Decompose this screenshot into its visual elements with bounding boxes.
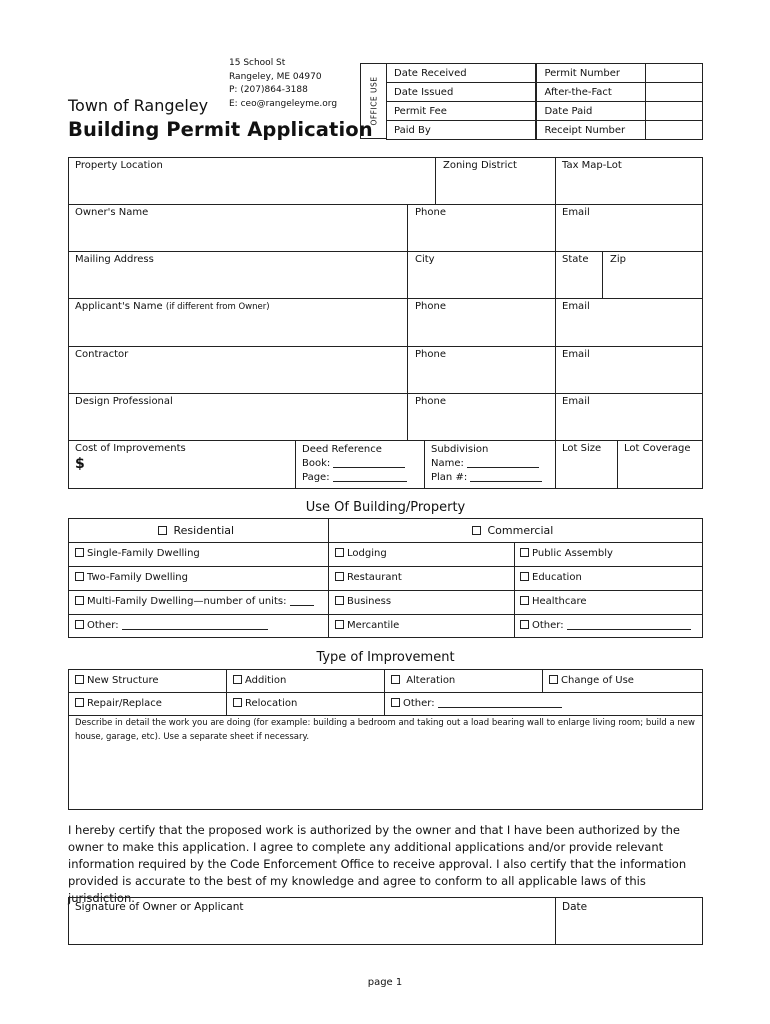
commercial-other-checkbox[interactable] [520, 620, 691, 631]
lodging-checkbox[interactable] [335, 548, 387, 559]
office-receipt-number-value[interactable] [645, 121, 702, 140]
mailing-address-field[interactable]: Mailing Address [75, 254, 154, 265]
table-row [387, 102, 703, 121]
subdivision-field[interactable] [431, 443, 542, 485]
applicant-email-field[interactable]: Email [562, 301, 590, 312]
cost-of-improvements-field[interactable]: Cost of Improvements [75, 443, 186, 454]
mercantile-checkbox[interactable] [335, 620, 399, 631]
contact-email: E: ceo@rangeleyme.org [229, 98, 338, 109]
office-after-the-fact[interactable]: After-the-Fact [537, 83, 645, 102]
table-row [387, 83, 703, 102]
two-family-checkbox[interactable] [75, 572, 188, 583]
contractor-phone-field[interactable]: Phone [415, 349, 446, 360]
single-family-label: Single-Family Dwelling [87, 548, 200, 559]
designer-email-field[interactable]: Email [562, 396, 590, 407]
two-family-label: Two-Family Dwelling [87, 572, 188, 583]
page-label: Page: [302, 472, 330, 483]
new-structure-label: New Structure [87, 675, 159, 686]
checkbox-icon [520, 596, 529, 605]
residential-other-label: Other: [87, 620, 119, 631]
table-row [387, 64, 703, 83]
business-checkbox[interactable] [335, 596, 391, 607]
tax-map-lot-field[interactable]: Tax Map-Lot [562, 160, 622, 171]
healthcare-checkbox[interactable] [520, 596, 587, 607]
zoning-district-field[interactable]: Zoning District [443, 160, 517, 171]
education-checkbox[interactable] [520, 572, 582, 583]
education-label: Education [532, 572, 582, 583]
checkbox-icon [233, 675, 242, 684]
contractor-field[interactable]: Contractor [75, 349, 129, 360]
checkbox-icon [75, 596, 84, 605]
relocation-checkbox[interactable] [233, 698, 297, 709]
units-input[interactable] [290, 597, 314, 606]
office-use-text: OFFICE USE [369, 76, 378, 126]
office-date-issued[interactable]: Date Issued [387, 83, 536, 102]
office-permit-number[interactable]: Permit Number [537, 64, 645, 83]
checkbox-icon [158, 526, 167, 535]
city-field[interactable]: City [415, 254, 435, 265]
checkbox-icon [391, 698, 400, 707]
commercial-label: Commercial [487, 524, 554, 537]
applicants-name-field[interactable] [75, 301, 270, 312]
commercial-other-label: Other: [532, 620, 564, 631]
repair-replace-label: Repair/Replace [87, 698, 162, 709]
new-structure-checkbox[interactable] [75, 675, 159, 686]
office-after-the-fact-value[interactable] [645, 83, 702, 102]
healthcare-label: Healthcare [532, 596, 587, 607]
checkbox-icon [75, 698, 84, 707]
multi-family-checkbox[interactable] [75, 596, 314, 607]
improvement-other-checkbox[interactable] [391, 698, 562, 709]
checkbox-icon [75, 548, 84, 557]
multi-family-label: Multi-Family Dwelling—number of units: [87, 596, 287, 607]
checkbox-icon [549, 675, 558, 684]
checkbox-icon [75, 675, 84, 684]
contractor-email-field[interactable]: Email [562, 349, 590, 360]
restaurant-label: Restaurant [347, 572, 402, 583]
certification-text: I hereby certify that the proposed work is authorized by the owner and that I have been authorized by the owner to make this application. I agree to complete any additional applications and/or provide relevant information required by the Code Enforcement Office to receive approval. I also certify that the information provided is accurate to the best of my knowledge and agree to conform to all applicable laws of this jurisdiction. [68, 823, 687, 905]
property-location-field[interactable]: Property Location [75, 160, 163, 171]
checkbox-icon [233, 698, 242, 707]
office-permit-fee[interactable]: Permit Fee [387, 102, 536, 121]
alteration-label: Alteration [406, 675, 456, 686]
addition-checkbox[interactable] [233, 675, 286, 686]
applicants-name-label: Applicant's Name [75, 301, 163, 312]
lodging-label: Lodging [347, 548, 387, 559]
applicants-name-note: (if different from Owner) [165, 302, 270, 312]
applicant-phone-field[interactable]: Phone [415, 301, 446, 312]
address-line1: 15 School St [229, 58, 286, 68]
improvement-other-label: Other: [403, 698, 435, 709]
plan-label: Plan #: [431, 472, 468, 483]
restaurant-checkbox[interactable] [335, 572, 402, 583]
office-use-table [386, 63, 703, 140]
checkbox-icon [472, 526, 481, 535]
business-label: Business [347, 596, 392, 607]
checkbox-icon [335, 572, 344, 581]
commercial-other-input[interactable] [567, 621, 691, 630]
page-title: Building Permit Application [68, 118, 373, 141]
name-label: Name: [431, 458, 464, 469]
work-description-field[interactable]: Describe in detail the work you are doing (for example: building a bedroom and taking out a load bearing wall to enlarge living room; build a new house, garage, etc). Use a separate sheet if necessary. [75, 718, 695, 742]
owner-phone-field[interactable]: Phone [415, 207, 446, 218]
change-of-use-checkbox[interactable] [549, 675, 634, 686]
addition-label: Addition [245, 675, 287, 686]
checkbox-icon [520, 620, 529, 629]
signature-field[interactable]: Signature of Owner or Applicant [75, 901, 244, 913]
page-number: page 1 [367, 977, 403, 988]
zip-field[interactable]: Zip [610, 254, 626, 265]
table-row [387, 121, 703, 140]
contact-phone: P: (207)864-3188 [229, 85, 308, 95]
checkbox-icon [391, 675, 400, 684]
checkbox-icon [520, 548, 529, 557]
office-paid-by[interactable]: Paid By [387, 121, 536, 140]
checkbox-icon [335, 596, 344, 605]
subdivision-name-input[interactable] [467, 459, 539, 468]
checkbox-icon [335, 548, 344, 557]
lot-coverage-field[interactable]: Lot Coverage [624, 443, 691, 454]
owner-email-field[interactable]: Email [562, 207, 590, 218]
checkbox-icon [75, 572, 84, 581]
alteration-checkbox[interactable] [391, 675, 455, 686]
deed-reference-field[interactable] [302, 443, 407, 485]
single-family-checkbox[interactable] [75, 548, 200, 559]
residential-other-input[interactable] [122, 621, 268, 630]
improvement-heading: Type of Improvement [316, 650, 455, 665]
improvement-other-input[interactable] [438, 699, 562, 708]
residential-other-checkbox[interactable] [75, 620, 268, 631]
commercial-checkbox[interactable] [472, 524, 553, 537]
residential-checkbox[interactable] [158, 524, 234, 537]
change-of-use-label: Change of Use [561, 675, 634, 686]
dollar-sign: $ [75, 456, 85, 472]
checkbox-icon [75, 620, 84, 629]
public-assembly-label: Public Assembly [532, 548, 613, 559]
owners-name-field[interactable]: Owner's Name [75, 207, 149, 218]
office-date-paid[interactable]: Date Paid [537, 102, 645, 121]
office-date-paid-value[interactable] [645, 102, 702, 121]
office-permit-number-value[interactable] [645, 64, 702, 83]
checkbox-icon [520, 572, 529, 581]
mercantile-label: Mercantile [347, 620, 400, 631]
residential-label: Residential [173, 524, 235, 537]
date-field[interactable]: Date [562, 901, 588, 913]
subdivision-label: Subdivision [431, 444, 489, 455]
book-label: Book: [302, 458, 331, 469]
office-date-received[interactable]: Date Received [387, 64, 536, 83]
plan-input[interactable] [470, 473, 542, 482]
office-use-label [360, 63, 386, 139]
book-input[interactable] [333, 459, 405, 468]
repair-replace-checkbox[interactable] [75, 698, 162, 709]
relocation-label: Relocation [245, 698, 298, 709]
public-assembly-checkbox[interactable] [520, 548, 613, 559]
designer-phone-field[interactable]: Phone [415, 396, 446, 407]
address-line2: Rangeley, ME 04970 [229, 71, 322, 82]
design-professional-field[interactable]: Design Professional [75, 396, 173, 407]
lot-size-field[interactable]: Lot Size [562, 443, 602, 454]
deed-reference-label: Deed Reference [302, 444, 382, 455]
page-input[interactable] [333, 473, 407, 482]
use-heading: Use Of Building/Property [305, 500, 466, 515]
checkbox-icon [335, 620, 344, 629]
town-name: Town of Rangeley [68, 96, 209, 115]
office-receipt-number[interactable]: Receipt Number [537, 121, 645, 140]
town-contact [229, 57, 359, 111]
state-field[interactable]: State [562, 254, 589, 265]
